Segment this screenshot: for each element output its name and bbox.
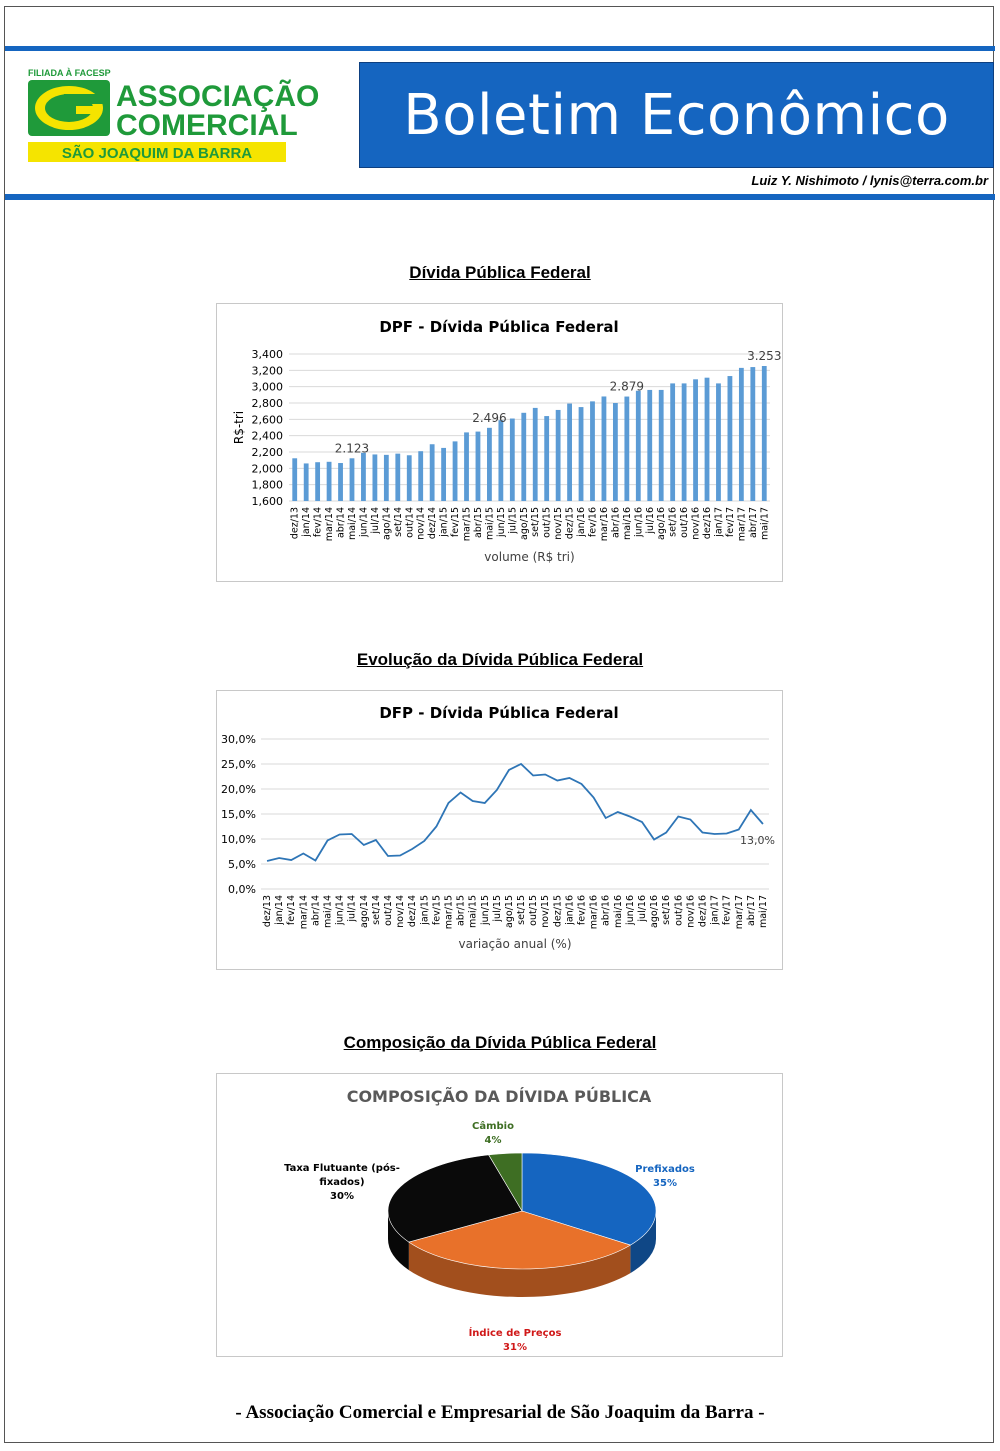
x-tick-label: mar/15 <box>461 507 473 542</box>
svg-text:4%: 4% <box>484 1135 502 1146</box>
x-tick-label: mai/15 <box>467 895 479 929</box>
series-line <box>267 764 763 861</box>
x-tick-label: jan/15 <box>419 895 431 925</box>
bar <box>521 413 526 501</box>
x-tick-label: fev/14 <box>286 895 298 926</box>
bar <box>670 383 675 501</box>
bar <box>544 416 549 501</box>
pie-slice-label <box>284 1162 400 1202</box>
x-tick-label: abr/15 <box>455 895 467 927</box>
x-tick-label: jun/14 <box>358 507 370 537</box>
chart-card-dpf-volume <box>216 303 783 582</box>
bar <box>739 368 744 501</box>
bar-data-label: 3.253 <box>747 349 782 364</box>
x-tick-label: out/14 <box>404 507 416 538</box>
bar <box>624 397 629 501</box>
footer-text: - Associação Comercial e Empresarial de São Joaquim da Barra - <box>235 1402 765 1423</box>
bar <box>338 463 343 501</box>
bar <box>384 455 389 501</box>
bar <box>327 462 332 501</box>
pie-slice-label <box>635 1164 695 1189</box>
pie-chart-title: COMPOSIÇÃO DA DÍVIDA PÚBLICA <box>346 1087 652 1106</box>
logo-line2: COMERCIAL <box>116 109 298 142</box>
x-tick-label: ago/16 <box>649 895 661 928</box>
x-tick-label: out/14 <box>383 895 394 926</box>
x-tick-label: set/16 <box>661 895 673 925</box>
x-tick-label: mai/16 <box>621 507 633 541</box>
y-tick-label: 2,600 <box>251 413 283 427</box>
y-tick-label: 10,0% <box>221 833 256 846</box>
y-tick-label: 0,0% <box>228 883 256 896</box>
x-tick-label: fev/14 <box>312 507 324 538</box>
x-tick-label: jan/14 <box>274 895 286 925</box>
bar <box>590 401 595 501</box>
bar <box>682 383 687 501</box>
x-tick-label: jan/16 <box>564 895 576 925</box>
bar <box>292 458 297 501</box>
x-tick-label: out/16 <box>673 895 685 926</box>
pie-slice-label <box>469 1326 562 1353</box>
svg-text:31%: 31% <box>503 1342 527 1353</box>
x-tick-label: abr/15 <box>472 507 484 539</box>
x-tick-label: jul/16 <box>644 507 656 534</box>
x-tick-label: jun/14 <box>334 895 346 925</box>
x-tick-label: mai/17 <box>759 507 771 541</box>
line-data-label: 13,0% <box>739 834 775 847</box>
chart-card-composition <box>216 1073 783 1357</box>
y-tick-label: 5,0% <box>228 858 256 871</box>
x-tick-label: dez/14 <box>407 895 419 928</box>
x-tick-label: mar/16 <box>598 507 610 542</box>
bar <box>647 390 652 501</box>
x-tick-label: dez/14 <box>427 507 439 540</box>
author-credit: Luiz Y. Nishimoto / lynis@terra.com.br <box>751 173 988 188</box>
y-tick-label: 20,0% <box>221 783 256 796</box>
x-tick-label: nov/14 <box>395 895 407 928</box>
logo-emblem-icon <box>28 80 110 136</box>
x-tick-label: jan/14 <box>301 507 313 537</box>
x-tick-label: mai/17 <box>757 895 769 929</box>
bar <box>693 379 698 501</box>
x-tick-label: mai/14 <box>322 895 334 929</box>
bar <box>441 448 446 501</box>
x-tick-label: jan/15 <box>438 507 450 537</box>
logo-affiliation: FILIADA À FACESP <box>28 68 111 78</box>
x-tick-label: set/16 <box>667 507 679 537</box>
y-tick-label: 2,200 <box>251 446 283 459</box>
x-tick-label: abr/16 <box>600 895 612 927</box>
section-title-evolution: Evolução da Dívida Pública Federal <box>356 650 644 669</box>
y-tick-label: 2,400 <box>251 429 283 443</box>
x-tick-label: mar/14 <box>298 895 310 930</box>
bar <box>464 432 469 501</box>
bar <box>705 378 710 501</box>
x-tick-label: jul/14 <box>346 895 358 922</box>
x-tick-label: fev/15 <box>450 507 462 538</box>
x-tick-label: jan/17 <box>713 507 725 537</box>
x-tick-label: jun/16 <box>624 895 636 925</box>
bar <box>430 444 435 501</box>
x-tick-label: set/14 <box>370 895 382 925</box>
bar <box>750 367 755 501</box>
bar <box>533 408 538 501</box>
svg-text:Índice de Preços: Índice de Preços <box>468 1328 562 1339</box>
x-tick-label: jun/16 <box>633 507 645 537</box>
x-tick-label: fev/16 <box>587 507 599 538</box>
x-tick-label: abr/17 <box>745 895 757 927</box>
x-tick-label: dez/16 <box>702 507 714 540</box>
logo-city: SÃO JOAQUIM DA BARRA <box>61 145 253 162</box>
x-tick-label: set/15 <box>530 507 542 537</box>
x-tick-label: nov/16 <box>690 507 702 540</box>
bar <box>659 390 664 501</box>
x-tick-label: nov/15 <box>540 895 552 928</box>
x-tick-label: dez/15 <box>564 507 576 540</box>
svg-text:35%: 35% <box>653 1178 677 1189</box>
x-tick-label: ago/15 <box>503 895 515 928</box>
bar <box>453 441 458 501</box>
bar-chart-title: DPF - Dívida Pública Federal <box>379 318 619 336</box>
y-tick-label: 30,0% <box>221 733 256 746</box>
x-tick-label: dez/13 <box>289 507 301 540</box>
x-tick-label: mai/16 <box>612 895 624 929</box>
bar <box>487 428 492 501</box>
x-tick-label: ago/16 <box>656 507 668 540</box>
x-tick-label: mar/17 <box>733 895 745 930</box>
x-tick-label: jul/14 <box>369 507 381 534</box>
y-tick-label: 1,600 <box>251 495 283 508</box>
bar-data-label: 2.879 <box>609 379 645 394</box>
x-tick-label: out/15 <box>528 895 540 926</box>
x-tick-label: fev/17 <box>724 507 736 538</box>
bulletin-title: Boletim Econômico <box>403 82 950 148</box>
y-tick-label: 2,800 <box>251 397 283 410</box>
chart-card-dfp-variation <box>216 690 783 970</box>
bar <box>304 463 309 501</box>
line-chart-title: DFP - Dívida Pública Federal <box>379 704 619 722</box>
x-tick-label: nov/16 <box>685 895 697 928</box>
x-tick-label: fev/16 <box>576 895 588 926</box>
x-tick-label: abr/14 <box>310 895 322 927</box>
y-tick-label: 2,000 <box>251 462 283 476</box>
x-tick-label: dez/13 <box>262 895 274 928</box>
section-title-composition: Composição da Dívida Pública Federal <box>343 1033 657 1052</box>
y-tick-label: 3,200 <box>251 364 283 378</box>
x-tick-label: jun/15 <box>495 507 507 537</box>
bar <box>395 454 400 501</box>
x-tick-label: dez/16 <box>697 895 709 928</box>
header-top-rule <box>5 46 995 51</box>
logo-line1: ASSOCIAÇÃO <box>116 80 320 113</box>
bar <box>476 432 481 501</box>
x-tick-label: mar/16 <box>588 895 600 930</box>
x-tick-label: ago/14 <box>381 507 393 540</box>
svg-text:Câmbio: Câmbio <box>472 1121 514 1132</box>
bar <box>372 454 377 501</box>
x-tick-label: jul/15 <box>507 507 519 534</box>
bar <box>556 410 561 501</box>
bar-chart-dpf-volume <box>217 304 782 581</box>
x-tick-label: fev/17 <box>721 895 733 926</box>
line-chart-dfp-variation <box>217 691 782 969</box>
y-tick-label: 1,800 <box>251 478 283 492</box>
x-tick-label: set/15 <box>516 895 528 925</box>
x-axis-label: volume (R$ tri) <box>484 550 575 564</box>
bar <box>510 419 515 501</box>
bar <box>361 453 366 501</box>
pie-slice-label <box>472 1120 514 1146</box>
x-tick-label: fev/15 <box>431 895 443 926</box>
bar <box>350 458 355 501</box>
bar <box>636 391 641 501</box>
x-tick-label: abr/16 <box>610 507 622 539</box>
x-tick-label: nov/15 <box>553 507 565 540</box>
bar <box>407 455 412 501</box>
x-tick-label: abr/17 <box>747 507 759 539</box>
x-tick-label: jul/16 <box>637 895 648 922</box>
x-tick-label: dez/15 <box>552 895 564 928</box>
x-tick-label: ago/15 <box>518 507 530 540</box>
section-title-debt: Dívida Pública Federal <box>409 263 591 282</box>
x-tick-label: mar/14 <box>324 507 336 542</box>
bar <box>762 366 767 501</box>
svg-text:30%: 30% <box>330 1191 354 1202</box>
bar <box>728 376 733 501</box>
x-tick-label: set/14 <box>392 507 404 537</box>
x-tick-label: jul/15 <box>491 895 503 922</box>
bar <box>498 420 503 501</box>
x-tick-label: abr/14 <box>335 507 347 539</box>
x-tick-label: jan/17 <box>709 895 721 925</box>
bar-data-label: 2.123 <box>334 441 370 456</box>
bulletin-banner <box>359 62 994 168</box>
x-tick-label: mai/14 <box>346 507 358 541</box>
association-logo <box>26 66 320 164</box>
y-tick-label: 25,0% <box>221 758 256 771</box>
y-tick-label: 3,000 <box>251 380 283 394</box>
x-tick-label: out/16 <box>679 507 691 538</box>
y-tick-label: 3,400 <box>251 348 283 361</box>
svg-text:fixados): fixados) <box>319 1177 365 1188</box>
x-tick-label: ago/14 <box>358 895 370 928</box>
bar <box>602 396 607 501</box>
x-tick-label: mar/17 <box>736 507 748 542</box>
bar <box>613 403 618 501</box>
bar <box>315 462 320 501</box>
x-tick-label: out/15 <box>541 507 553 538</box>
pie-chart-composition <box>217 1074 782 1356</box>
x-tick-label: mai/15 <box>484 507 496 541</box>
y-tick-label: 15,0% <box>221 808 256 821</box>
header-bottom-rule <box>5 194 995 200</box>
x-tick-label: jan/16 <box>576 507 588 537</box>
bar <box>716 383 721 501</box>
svg-text:Prefixados: Prefixados <box>635 1164 695 1175</box>
x-tick-label: jun/15 <box>479 895 491 925</box>
bar-data-label: 2.496 <box>472 410 507 425</box>
bar <box>567 404 572 501</box>
y-axis-label: R$-tri <box>232 410 246 445</box>
svg-text:Taxa Flutuante (pós-: Taxa Flutuante (pós- <box>284 1163 400 1174</box>
bar <box>579 407 584 501</box>
bar <box>418 451 423 501</box>
x-tick-label: mar/15 <box>443 895 455 930</box>
x-axis-label: variação anual (%) <box>458 937 572 951</box>
x-tick-label: nov/14 <box>415 507 427 540</box>
